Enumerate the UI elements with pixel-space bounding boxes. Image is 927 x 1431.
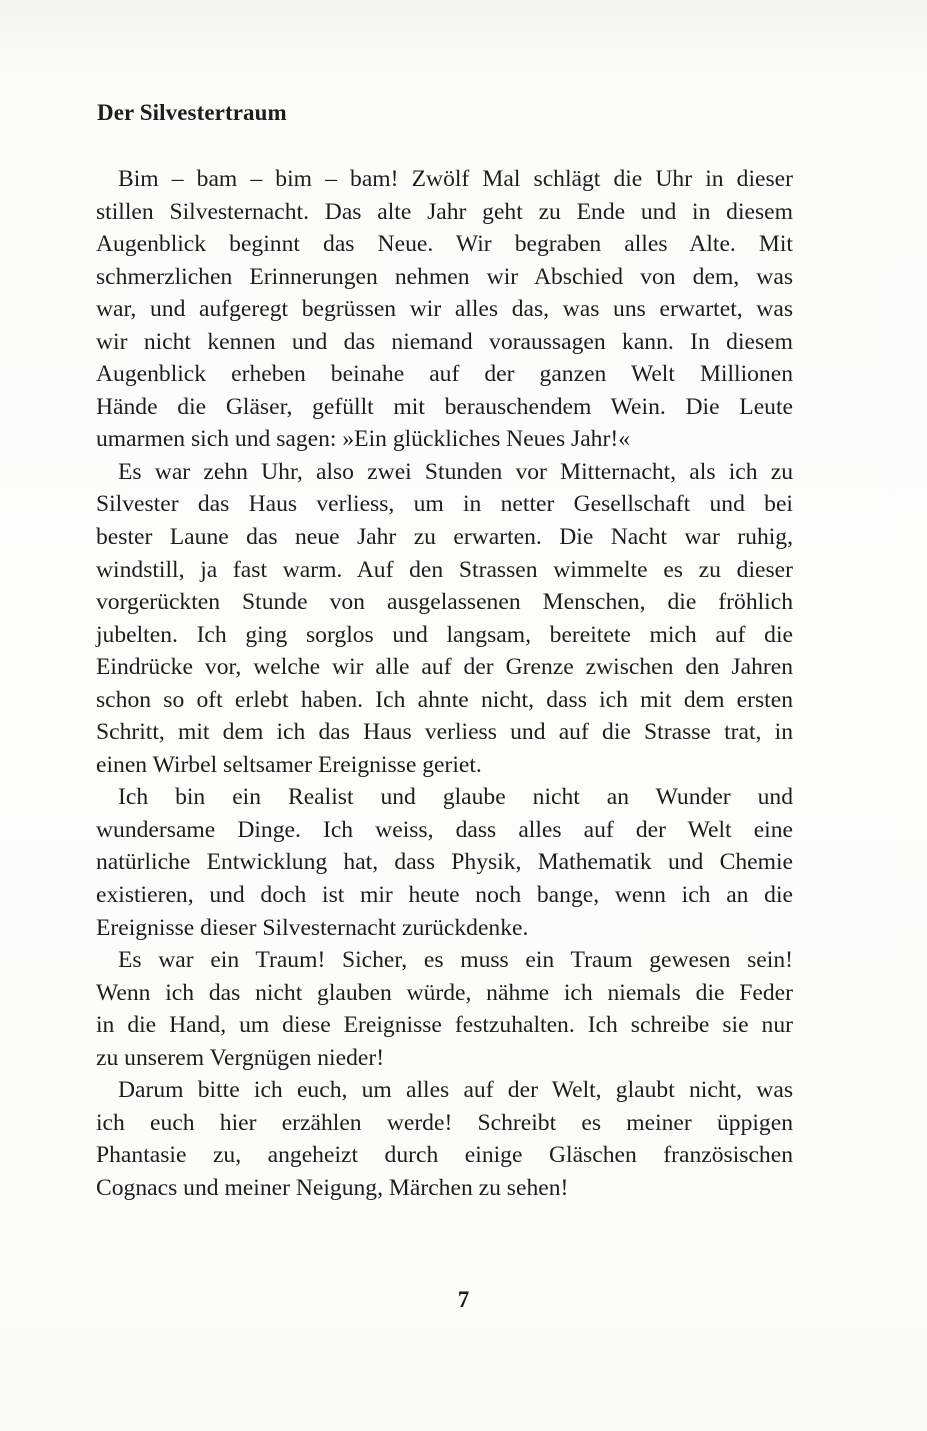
text-line: Bim – bam – bim – bam! Zwölf Mal schlägt die Uhr in dieser [118, 166, 793, 192]
text-line: in die Hand, um diese Ereignisse festzuhalten. Ich schreibe sie nur [96, 1012, 793, 1039]
text-line: wir nicht kennen und das niemand voraussagen kann. In diesem [96, 328, 793, 355]
text-line: Ereignisse dieser Silvesternacht zurückdenke. [96, 914, 529, 941]
text-line: schon so oft erlebt haben. Ich ahnte nicht, dass ich mit dem ersten [96, 686, 793, 713]
text-line: Cognacs und meiner Neigung, Märchen zu sehen! [96, 1174, 569, 1201]
text-line: stillen Silvesternacht. Das alte Jahr geht zu Ende und in diesem [96, 198, 793, 225]
text-line: Schritt, mit dem ich das Haus verliess und auf die Strasse trat, in [96, 719, 793, 746]
text-line: Augenblick beginnt das Neue. Wir begraben alles Alte. Mit [96, 231, 793, 258]
chapter-body-text [96, 163, 793, 1205]
text-line: Eindrücke vor, welche wir alle auf der Grenze zwischen den Jahren [96, 654, 793, 681]
page-number: 7 [457, 1287, 470, 1312]
text-line: Es war ein Traum! Sicher, es muss ein Traum gewesen sein! [118, 947, 793, 974]
text-line: Hände die Gläser, gefüllt mit berauschendem Wein. Die Leute [96, 393, 793, 420]
text-line: war, und aufgeregt begrüssen wir alles das, was uns erwartet, was [96, 296, 793, 323]
text-line: Phantasie zu, angeheizt durch einige Gläschen französischen [96, 1142, 793, 1169]
text-line: bester Laune das neue Jahr zu erwarten. Die Nacht war ruhig, [96, 524, 793, 551]
text-line: jubelten. Ich ging sorglos und langsam, bereitete mich auf die [96, 621, 793, 648]
text-line: einen Wirbel seltsamer Ereignisse geriet. [96, 751, 482, 778]
text-line: Darum bitte ich euch, um alles auf der Welt, glaubt nicht, was [118, 1077, 793, 1104]
chapter-title: Der Silvestertraum [97, 100, 287, 125]
text-line: vorgerückten Stunde von ausgelassenen Menschen, die fröhlich [96, 589, 793, 616]
text-line: natürliche Entwicklung hat, dass Physik, Mathematik und Chemie [96, 849, 793, 876]
text-line: schmerzlichen Erinnerungen nehmen wir Abschied von dem, was [96, 263, 793, 290]
text-line: Es war zehn Uhr, also zwei Stunden vor Mitternacht, als ich zu [118, 458, 793, 485]
text-line: existieren, und doch ist mir heute noch bange, wenn ich an die [96, 882, 793, 909]
text-line: umarmen sich und sagen: »Ein glückliches Neues Jahr!« [96, 426, 630, 453]
text-line: Wenn ich das nicht glauben würde, nähme ich niemals die Feder [96, 979, 793, 1006]
text-line: Ich bin ein Realist und glaube nicht an Wunder und [118, 784, 793, 811]
text-line: ich euch hier erzählen werde! Schreibt es meiner üppigen [96, 1109, 793, 1136]
text-line: zu unserem Vergnügen nieder! [96, 1044, 385, 1071]
text-line: Augenblick erheben beinahe auf der ganzen Welt Millionen [96, 361, 793, 388]
text-line: wundersame Dinge. Ich weiss, dass alles auf der Welt eine [96, 816, 793, 843]
text-line: windstill, ja fast warm. Auf den Strassen wimmelte es zu dieser [96, 556, 793, 583]
text-line: Silvester das Haus verliess, um in netter Gesellschaft und bei [96, 491, 793, 518]
